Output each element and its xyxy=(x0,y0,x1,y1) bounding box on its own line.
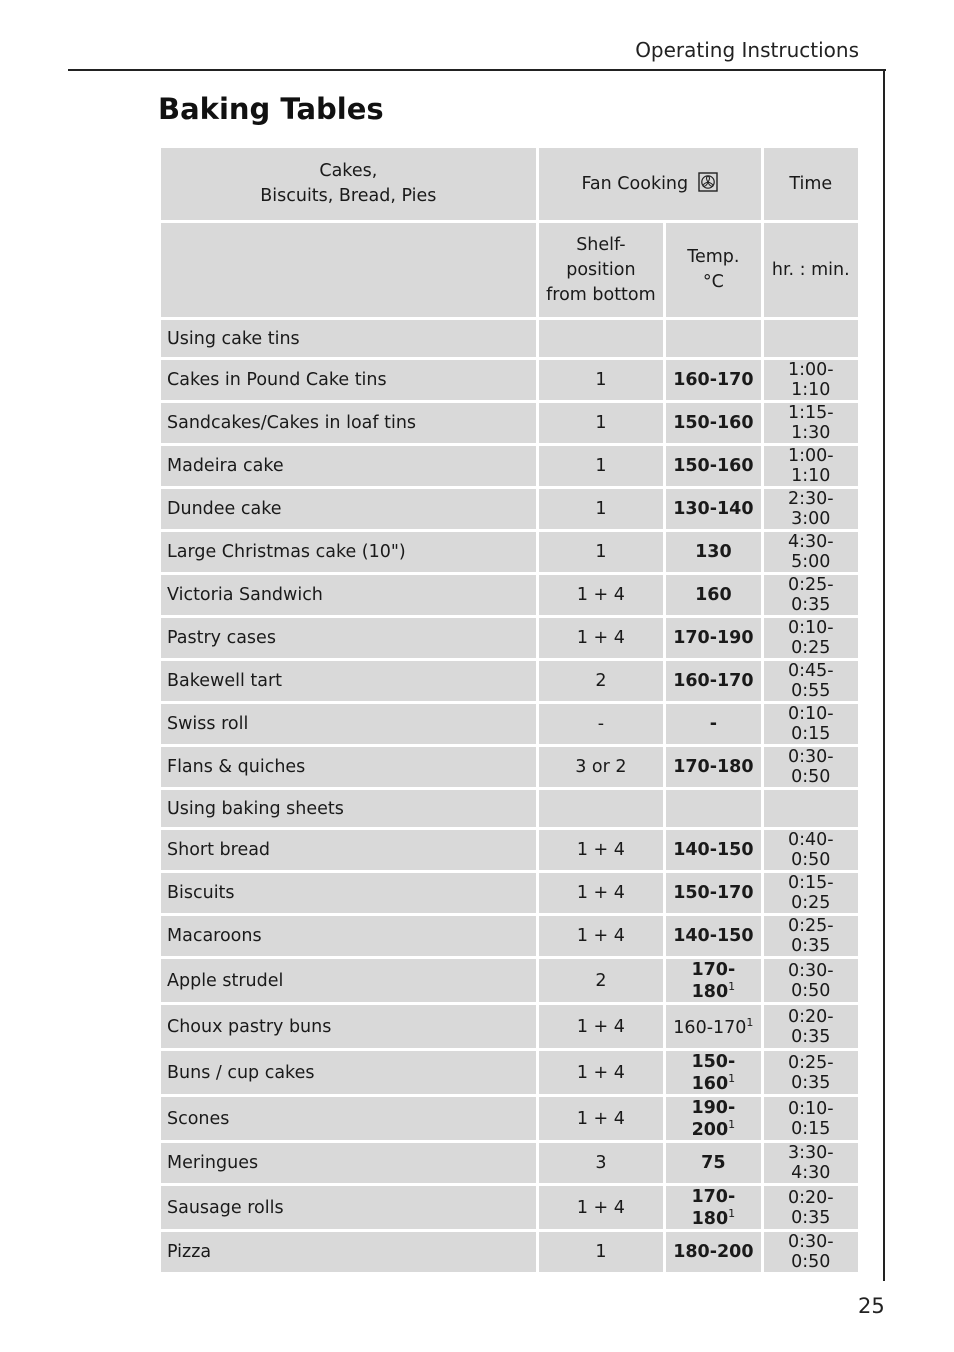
section-empty-cell xyxy=(539,790,664,827)
col-header-item-line1: Cakes, xyxy=(319,161,378,181)
cooking-time: 0:45-0:55 xyxy=(764,661,858,701)
cooking-time: 1:15-1:30 xyxy=(764,403,858,443)
footnote-marker: 1 xyxy=(728,1206,736,1220)
temperature-cell xyxy=(666,916,760,956)
item-name: Sandcakes/Cakes in loaf tins xyxy=(161,403,536,443)
section-empty-cell xyxy=(666,320,760,357)
page-title: Baking Tables xyxy=(158,92,384,126)
item-name: Madeira cake xyxy=(161,446,536,486)
table-row xyxy=(161,360,858,400)
shelf-position: 1 + 4 xyxy=(539,1186,664,1229)
shelf-position: 1 + 4 xyxy=(539,830,664,870)
section-heading: Using baking sheets xyxy=(161,790,536,827)
temperature-value: 160-170 xyxy=(673,1017,747,1038)
temperature-value: 75 xyxy=(701,1153,726,1173)
table-row xyxy=(161,873,858,913)
shelf-position: 1 + 4 xyxy=(539,1097,664,1140)
footnote-marker: 1 xyxy=(746,1015,754,1029)
temperature-value: 140-150 xyxy=(673,926,754,946)
temperature-value: 140-150 xyxy=(673,840,754,860)
temperature-value: 150-160 xyxy=(673,456,754,476)
table-row xyxy=(161,489,858,529)
cooking-time: 2:30-3:00 xyxy=(764,489,858,529)
cooking-time: 0:30-0:50 xyxy=(764,747,858,787)
temperature-cell xyxy=(666,1186,760,1229)
shelf-position: 1 + 4 xyxy=(539,575,664,615)
cooking-time: 0:40-0:50 xyxy=(764,830,858,870)
temperature-cell xyxy=(666,830,760,870)
item-name: Swiss roll xyxy=(161,704,536,744)
cooking-time: 0:25-0:35 xyxy=(764,1051,858,1094)
temperature-value: 160-170 xyxy=(673,370,754,390)
shelf-line2: position xyxy=(566,259,636,280)
cooking-time: 0:10-0:15 xyxy=(764,704,858,744)
shelf-position: 3 or 2 xyxy=(539,747,664,787)
table-row xyxy=(161,1097,858,1140)
subheader-empty xyxy=(161,223,536,317)
cooking-time: 0:20-0:35 xyxy=(764,1005,858,1048)
temp-line2: °C xyxy=(702,272,724,292)
shelf-position: 3 xyxy=(539,1143,664,1183)
side-rule xyxy=(883,69,885,1281)
shelf-position: 1 xyxy=(539,1232,664,1272)
item-name: Buns / cup cakes xyxy=(161,1051,536,1094)
subheader-time: hr. : min. xyxy=(764,223,858,317)
cooking-time: 0:10-0:25 xyxy=(764,618,858,658)
temperature-value: 150-170 xyxy=(673,883,754,903)
item-name: Bakewell tart xyxy=(161,661,536,701)
temperature-cell xyxy=(666,1051,760,1094)
table-body xyxy=(161,320,858,1272)
item-name: Sausage rolls xyxy=(161,1186,536,1229)
temperature-cell xyxy=(666,575,760,615)
shelf-position: 1 xyxy=(539,446,664,486)
temperature-cell xyxy=(666,1005,760,1048)
section-row xyxy=(161,790,858,827)
temperature-cell xyxy=(666,489,760,529)
shelf-position: 1 + 4 xyxy=(539,873,664,913)
item-name: Choux pastry buns xyxy=(161,1005,536,1048)
table-row xyxy=(161,959,858,1002)
table-row xyxy=(161,747,858,787)
item-name: Cakes in Pound Cake tins xyxy=(161,360,536,400)
table-row xyxy=(161,575,858,615)
cooking-time: 0:30-0:50 xyxy=(764,1232,858,1272)
temperature-cell xyxy=(666,704,760,744)
section-empty-cell xyxy=(764,790,858,827)
table-row xyxy=(161,1005,858,1048)
temperature-cell xyxy=(666,873,760,913)
item-name: Flans & quiches xyxy=(161,747,536,787)
table-row xyxy=(161,446,858,486)
shelf-line1: Shelf- xyxy=(576,234,626,255)
table-row xyxy=(161,661,858,701)
temperature-value: 180-200 xyxy=(673,1242,754,1262)
table-row xyxy=(161,532,858,572)
col-header-item-line2: Biscuits, Bread, Pies xyxy=(260,186,437,206)
temperature-cell xyxy=(666,747,760,787)
subheader-shelf xyxy=(539,223,664,317)
temperature-value: 190-200 xyxy=(691,1097,736,1140)
table-row xyxy=(161,830,858,870)
temperature-cell xyxy=(666,360,760,400)
shelf-position: 1 + 4 xyxy=(539,1005,664,1048)
item-name: Victoria Sandwich xyxy=(161,575,536,615)
temp-line1: Temp. xyxy=(687,247,740,267)
shelf-position: 1 xyxy=(539,403,664,443)
table-header-row xyxy=(161,148,858,220)
temperature-cell xyxy=(666,1097,760,1140)
temperature-cell xyxy=(666,1232,760,1272)
temperature-value: 170-180 xyxy=(691,959,736,1002)
item-name: Dundee cake xyxy=(161,489,536,529)
running-header: Operating Instructions xyxy=(635,38,859,62)
cooking-time: 0:30-0:50 xyxy=(764,959,858,1002)
item-name: Large Christmas cake (10") xyxy=(161,532,536,572)
section-row xyxy=(161,320,858,357)
shelf-position: 1 xyxy=(539,360,664,400)
shelf-position: 2 xyxy=(539,661,664,701)
baking-table xyxy=(158,145,861,1275)
cooking-time: 0:10-0:15 xyxy=(764,1097,858,1140)
table-row xyxy=(161,1051,858,1094)
footnote-marker: 1 xyxy=(728,1117,736,1131)
section-empty-cell xyxy=(539,320,664,357)
table-row xyxy=(161,1186,858,1229)
fan-icon xyxy=(698,172,718,192)
temperature-value: - xyxy=(709,714,717,734)
temperature-value: 160-170 xyxy=(673,671,754,691)
shelf-position: 1 + 4 xyxy=(539,618,664,658)
temperature-value: 160 xyxy=(695,585,732,605)
footnote-marker: 1 xyxy=(728,1071,736,1085)
table-row xyxy=(161,916,858,956)
col-header-fan-cooking xyxy=(539,148,761,220)
item-name: Apple strudel xyxy=(161,959,536,1002)
table-row xyxy=(161,618,858,658)
page-number: 25 xyxy=(858,1294,885,1318)
temperature-value: 170-190 xyxy=(673,628,754,648)
temperature-cell xyxy=(666,532,760,572)
item-name: Macaroons xyxy=(161,916,536,956)
temperature-cell xyxy=(666,618,760,658)
cooking-time: 0:20-0:35 xyxy=(764,1186,858,1229)
cooking-time: 1:00-1:10 xyxy=(764,446,858,486)
shelf-position: 1 xyxy=(539,489,664,529)
section-heading: Using cake tins xyxy=(161,320,536,357)
temperature-cell xyxy=(666,446,760,486)
temperature-cell xyxy=(666,661,760,701)
shelf-position: 1 + 4 xyxy=(539,1051,664,1094)
cooking-time: 0:25-0:35 xyxy=(764,575,858,615)
cooking-time: 0:25-0:35 xyxy=(764,916,858,956)
temperature-value: 150-160 xyxy=(691,1051,736,1094)
fan-cooking-label: Fan Cooking xyxy=(581,173,689,194)
item-name: Short bread xyxy=(161,830,536,870)
cooking-time: 4:30-5:00 xyxy=(764,532,858,572)
cooking-time: 0:15-0:25 xyxy=(764,873,858,913)
temperature-value: 170-180 xyxy=(673,757,754,777)
item-name: Biscuits xyxy=(161,873,536,913)
table-row xyxy=(161,1232,858,1272)
header-rule xyxy=(68,69,886,71)
temperature-value: 130 xyxy=(695,542,732,562)
col-header-item xyxy=(161,148,536,220)
section-empty-cell xyxy=(666,790,760,827)
table-row xyxy=(161,704,858,744)
table-row xyxy=(161,403,858,443)
temperature-cell xyxy=(666,959,760,1002)
temperature-value: 170-180 xyxy=(691,1186,736,1229)
cooking-time: 3:30-4:30 xyxy=(764,1143,858,1183)
temperature-value: 130-140 xyxy=(673,499,754,519)
cooking-time: 1:00-1:10 xyxy=(764,360,858,400)
shelf-position: 2 xyxy=(539,959,664,1002)
table-row xyxy=(161,1143,858,1183)
col-header-time: Time xyxy=(764,148,858,220)
temperature-cell xyxy=(666,403,760,443)
footnote-marker: 1 xyxy=(728,979,736,993)
item-name: Scones xyxy=(161,1097,536,1140)
section-empty-cell xyxy=(764,320,858,357)
temperature-value: 150-160 xyxy=(673,413,754,433)
shelf-position: - xyxy=(539,704,664,744)
temperature-cell xyxy=(666,1143,760,1183)
item-name: Pizza xyxy=(161,1232,536,1272)
shelf-line3: from bottom xyxy=(546,284,656,305)
item-name: Meringues xyxy=(161,1143,536,1183)
shelf-position: 1 + 4 xyxy=(539,916,664,956)
item-name: Pastry cases xyxy=(161,618,536,658)
shelf-position: 1 xyxy=(539,532,664,572)
subheader-temp xyxy=(666,223,760,317)
table-subheader-row xyxy=(161,223,858,317)
